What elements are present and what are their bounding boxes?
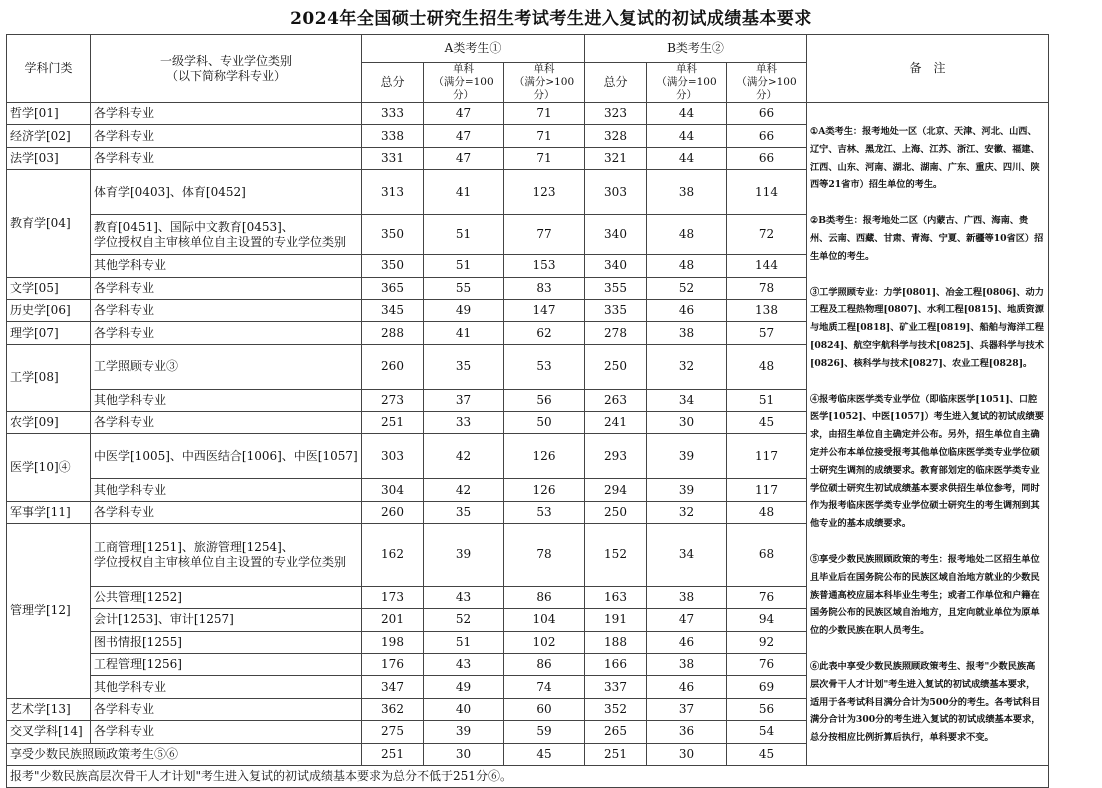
header-discipline-line1: 一级学科、专业学位类别 bbox=[159, 53, 292, 68]
score-b-single-gt100: 117 bbox=[727, 434, 807, 479]
score-a-single-gt100: 104 bbox=[504, 609, 585, 631]
single-label: 单科 bbox=[533, 63, 555, 75]
minority-score-b-single-gt100: 45 bbox=[727, 743, 807, 765]
page-title: 2024年全国硕士研究生招生考试考生进入复试的初试成绩基本要求 bbox=[290, 9, 812, 29]
score-b-single-gt100: 48 bbox=[727, 501, 807, 523]
score-b-single-100: 46 bbox=[647, 631, 727, 653]
header-b-group: B类考生② bbox=[585, 35, 807, 63]
score-a-total: 313 bbox=[362, 170, 424, 215]
discipline-text: 会计[1253]、审计[1257] bbox=[94, 612, 234, 627]
score-a-total: 288 bbox=[362, 322, 424, 344]
header-discipline bbox=[91, 35, 362, 103]
score-a-single-100: 33 bbox=[424, 412, 504, 434]
category-cell: 艺术学[13] bbox=[7, 698, 91, 720]
score-a-single-gt100: 77 bbox=[504, 215, 585, 255]
score-b-single-100: 44 bbox=[647, 147, 727, 169]
note-4: ④报考临床医学类专业学位（即临床医学[1051]、口腔医学[1052]、中医[1057]）考生进入复试的初试成绩要求，由招生单位自主确定并公布。另外，招生单位自主确定并公布本单位接受报考其他单位临床医学类专业学位硕士研究生调剂的成绩要求。教育部划定的临床医学类专业学位硕士研究生初试成绩基本要求供招生单位参考，同时作为报考临床医学类专业学位硕士研究生的考生调剂到其他专业的基本成绩要求。 bbox=[810, 393, 1044, 530]
score-b-single-100: 38 bbox=[647, 653, 727, 675]
minority-score-b-total: 251 bbox=[585, 743, 647, 765]
score-a-single-100: 42 bbox=[424, 479, 504, 501]
score-a-total: 304 bbox=[362, 479, 424, 501]
category-cell: 工学[08] bbox=[7, 344, 91, 411]
category-cell: 管理学[12] bbox=[7, 524, 91, 699]
score-b-single-100: 44 bbox=[647, 103, 727, 125]
category-cell: 哲学[01] bbox=[7, 103, 91, 125]
discipline-text: 其他学科专业 bbox=[94, 679, 167, 694]
score-b-single-100: 46 bbox=[647, 676, 727, 698]
discipline-cell bbox=[91, 103, 362, 125]
score-a-single-100: 35 bbox=[424, 344, 504, 389]
score-a-single-gt100: 102 bbox=[504, 631, 585, 653]
minority-label: 享受少数民族照顾政策考生⑤⑥ bbox=[7, 743, 362, 765]
score-b-single-gt100: 45 bbox=[727, 412, 807, 434]
score-b-single-gt100: 76 bbox=[727, 653, 807, 675]
score-b-single-gt100: 144 bbox=[727, 255, 807, 277]
score-b-single-gt100: 76 bbox=[727, 586, 807, 608]
discipline-text: 体育学[0403]、体育[0452] bbox=[94, 184, 246, 199]
score-a-single-100: 40 bbox=[424, 698, 504, 720]
minority-score-a-single-100: 30 bbox=[424, 743, 504, 765]
score-b-single-100: 37 bbox=[647, 698, 727, 720]
score-b-total: 188 bbox=[585, 631, 647, 653]
discipline-cell bbox=[91, 389, 362, 411]
score-a-single-gt100: 126 bbox=[504, 434, 585, 479]
single-fullmark: （满分=100分） bbox=[433, 76, 494, 101]
discipline-cell bbox=[91, 721, 362, 743]
header-single-100-a bbox=[424, 63, 504, 103]
discipline-cell bbox=[91, 524, 362, 587]
single-fullmark: （满分>100分） bbox=[736, 76, 797, 101]
discipline-cell bbox=[91, 344, 362, 389]
discipline-cell bbox=[91, 412, 362, 434]
discipline-cell bbox=[91, 125, 362, 147]
single-label: 单科 bbox=[453, 63, 474, 75]
score-a-single-100: 39 bbox=[424, 721, 504, 743]
score-table bbox=[6, 34, 1049, 788]
discipline-cell bbox=[91, 322, 362, 344]
score-b-single-100: 36 bbox=[647, 721, 727, 743]
score-b-total: 241 bbox=[585, 412, 647, 434]
note-3: ③工学照顾专业：力学[0801]、冶金工程[0806]、动力工程及工程热物理[0807]、水利工程[0815]、地质资源与地质工程[0818]、矿业工程[0819]、船舶与海洋工程[0824]、航空宇航科学与技术[0825]、兵器科学与技术[0826]、核科学与技术[0827]、农业工程[0828]。 bbox=[810, 286, 1044, 369]
category-cell: 文学[05] bbox=[7, 277, 91, 299]
score-b-total: 278 bbox=[585, 322, 647, 344]
score-a-single-100: 42 bbox=[424, 434, 504, 479]
score-a-total: 365 bbox=[362, 277, 424, 299]
discipline-text: 各学科专业 bbox=[94, 150, 155, 165]
discipline-text: 各学科专业 bbox=[94, 128, 155, 143]
discipline-cell bbox=[91, 698, 362, 720]
score-b-single-100: 32 bbox=[647, 501, 727, 523]
discipline-cell bbox=[91, 170, 362, 215]
category-cell: 教育学[04] bbox=[7, 170, 91, 277]
discipline-text: 教育[0451]、国际中文教育[0453]、 bbox=[94, 219, 294, 234]
score-b-single-100: 38 bbox=[647, 170, 727, 215]
single-label: 单科 bbox=[756, 63, 777, 75]
discipline-cell bbox=[91, 631, 362, 653]
score-a-total: 260 bbox=[362, 501, 424, 523]
score-b-single-100: 46 bbox=[647, 299, 727, 321]
score-a-single-100: 37 bbox=[424, 389, 504, 411]
score-a-single-gt100: 56 bbox=[504, 389, 585, 411]
score-b-total: 337 bbox=[585, 676, 647, 698]
score-a-single-gt100: 50 bbox=[504, 412, 585, 434]
minority-score-b-single-100: 30 bbox=[647, 743, 727, 765]
score-b-total: 166 bbox=[585, 653, 647, 675]
discipline-text: 各学科专业 bbox=[94, 505, 155, 519]
score-b-total: 328 bbox=[585, 125, 647, 147]
score-a-single-gt100: 53 bbox=[504, 501, 585, 523]
discipline-text-2: 学位授权自主审核单位自主设置的专业学位类别 bbox=[94, 554, 347, 569]
discipline-text-2: 学位授权自主审核单位自主设置的专业学位类别 bbox=[94, 234, 347, 249]
single-fullmark: （满分=100分） bbox=[656, 76, 717, 101]
discipline-text: 各学科专业 bbox=[94, 280, 155, 295]
score-a-total: 362 bbox=[362, 698, 424, 720]
score-b-total: 152 bbox=[585, 524, 647, 587]
score-b-single-100: 32 bbox=[647, 344, 727, 389]
table-row bbox=[7, 103, 1049, 125]
header-single-100-b bbox=[647, 63, 727, 103]
score-a-single-100: 47 bbox=[424, 147, 504, 169]
score-b-single-gt100: 66 bbox=[727, 147, 807, 169]
discipline-text: 中医学[1005]、中西医结合[1006]、中医[1057] bbox=[94, 448, 358, 463]
score-b-single-100: 52 bbox=[647, 277, 727, 299]
discipline-text: 公共管理[1252] bbox=[94, 589, 182, 604]
score-b-total: 263 bbox=[585, 389, 647, 411]
score-a-single-gt100: 153 bbox=[504, 255, 585, 277]
discipline-cell bbox=[91, 501, 362, 523]
score-a-single-100: 47 bbox=[424, 125, 504, 147]
score-a-total: 275 bbox=[362, 721, 424, 743]
score-a-total: 273 bbox=[362, 389, 424, 411]
note-2: ②B类考生：报考地处二区（内蒙古、广西、海南、贵州、云南、西藏、甘肃、青海、宁夏、新疆等10省区）招生单位的考生。 bbox=[810, 215, 1044, 262]
discipline-cell bbox=[91, 299, 362, 321]
discipline-text: 工程管理[1256] bbox=[94, 657, 182, 672]
score-a-single-gt100: 86 bbox=[504, 586, 585, 608]
score-b-total: 294 bbox=[585, 479, 647, 501]
score-a-single-gt100: 59 bbox=[504, 721, 585, 743]
score-a-single-100: 41 bbox=[424, 322, 504, 344]
score-a-single-100: 41 bbox=[424, 170, 504, 215]
header-total-b: 总分 bbox=[585, 63, 647, 103]
notes-block bbox=[807, 103, 1048, 747]
score-a-total: 350 bbox=[362, 215, 424, 255]
score-b-single-100: 48 bbox=[647, 255, 727, 277]
score-b-single-gt100: 54 bbox=[727, 721, 807, 743]
score-a-single-100: 52 bbox=[424, 609, 504, 631]
score-b-single-gt100: 51 bbox=[727, 389, 807, 411]
score-b-total: 163 bbox=[585, 586, 647, 608]
score-b-single-gt100: 117 bbox=[727, 479, 807, 501]
score-a-single-100: 47 bbox=[424, 103, 504, 125]
score-b-single-gt100: 68 bbox=[727, 524, 807, 587]
score-a-single-100: 51 bbox=[424, 255, 504, 277]
category-cell: 农学[09] bbox=[7, 412, 91, 434]
score-b-single-100: 30 bbox=[647, 412, 727, 434]
discipline-cell bbox=[91, 653, 362, 675]
score-b-total: 303 bbox=[585, 170, 647, 215]
category-cell: 医学[10]④ bbox=[7, 434, 91, 501]
score-b-single-gt100: 66 bbox=[727, 103, 807, 125]
header-remarks: 备 注 bbox=[807, 35, 1049, 103]
score-b-single-gt100: 69 bbox=[727, 676, 807, 698]
score-a-single-gt100: 53 bbox=[504, 344, 585, 389]
score-a-total: 347 bbox=[362, 676, 424, 698]
score-b-total: 355 bbox=[585, 277, 647, 299]
score-b-total: 293 bbox=[585, 434, 647, 479]
header-discipline-line2: （以下简称学科专业） bbox=[165, 68, 286, 83]
score-a-single-gt100: 71 bbox=[504, 125, 585, 147]
score-b-total: 250 bbox=[585, 501, 647, 523]
discipline-cell bbox=[91, 609, 362, 631]
score-b-single-gt100: 138 bbox=[727, 299, 807, 321]
discipline-cell bbox=[91, 434, 362, 479]
discipline-cell bbox=[91, 479, 362, 501]
minority-score-a-single-gt100: 45 bbox=[504, 743, 585, 765]
score-b-single-gt100: 78 bbox=[727, 277, 807, 299]
score-b-single-100: 47 bbox=[647, 609, 727, 631]
score-b-single-gt100: 72 bbox=[727, 215, 807, 255]
score-b-total: 250 bbox=[585, 344, 647, 389]
discipline-cell bbox=[91, 147, 362, 169]
score-a-single-gt100: 86 bbox=[504, 653, 585, 675]
score-a-total: 162 bbox=[362, 524, 424, 587]
score-a-single-gt100: 126 bbox=[504, 479, 585, 501]
score-b-single-100: 34 bbox=[647, 524, 727, 587]
discipline-cell bbox=[91, 277, 362, 299]
score-a-single-gt100: 78 bbox=[504, 524, 585, 587]
score-b-total: 265 bbox=[585, 721, 647, 743]
header-a-group: A类考生① bbox=[362, 35, 585, 63]
footer-note: 报考"少数民族高层次骨干人才计划"考生进入复试的初试成绩基本要求为总分不低于251分⑥。 bbox=[7, 765, 1049, 787]
category-cell: 理学[07] bbox=[7, 322, 91, 344]
minority-score-a-total: 251 bbox=[362, 743, 424, 765]
score-a-total: 260 bbox=[362, 344, 424, 389]
score-b-single-100: 38 bbox=[647, 586, 727, 608]
note-6: ⑥此表中享受少数民族照顾政策考生、报考"少数民族高层次骨干人才计划"考生进入复试的初试成绩基本要求，适用于各考试科目满分合计为500分的考生。各考试科目满分合计为300分的考生进入复试的初试成绩基本要求，总分按相应比例折算后执行，单科要求不变。 bbox=[810, 660, 1041, 744]
discipline-text: 各学科专业 bbox=[94, 415, 155, 430]
score-a-total: 201 bbox=[362, 609, 424, 631]
header-category: 学科门类 bbox=[7, 35, 91, 103]
score-a-total: 251 bbox=[362, 412, 424, 434]
score-b-single-100: 44 bbox=[647, 125, 727, 147]
score-b-single-gt100: 57 bbox=[727, 322, 807, 344]
score-a-single-gt100: 74 bbox=[504, 676, 585, 698]
score-a-single-100: 35 bbox=[424, 501, 504, 523]
score-a-single-100: 55 bbox=[424, 277, 504, 299]
header-single-gt100-b bbox=[727, 63, 807, 103]
score-b-single-gt100: 66 bbox=[727, 125, 807, 147]
score-a-single-100: 51 bbox=[424, 631, 504, 653]
discipline-text: 各学科专业 bbox=[94, 325, 155, 340]
score-a-single-gt100: 62 bbox=[504, 322, 585, 344]
score-a-total: 303 bbox=[362, 434, 424, 479]
score-a-single-100: 51 bbox=[424, 215, 504, 255]
category-cell: 交叉学科[14] bbox=[7, 721, 91, 743]
score-a-single-100: 49 bbox=[424, 299, 504, 321]
discipline-text: 工商管理[1251]、旅游管理[1254]、 bbox=[94, 539, 294, 554]
discipline-text: 工学照顾专业③ bbox=[94, 359, 179, 374]
score-a-total: 350 bbox=[362, 255, 424, 277]
discipline-text: 其他学科专业 bbox=[94, 258, 167, 273]
discipline-cell bbox=[91, 676, 362, 698]
score-b-total: 340 bbox=[585, 215, 647, 255]
discipline-text: 各学科专业 bbox=[94, 106, 155, 121]
score-a-single-100: 49 bbox=[424, 676, 504, 698]
score-a-total: 176 bbox=[362, 653, 424, 675]
header-single-gt100-a bbox=[504, 63, 585, 103]
score-b-single-gt100: 92 bbox=[727, 631, 807, 653]
note-1: ①A类考生：报考地处一区（北京、天津、河北、山西、辽宁、吉林、黑龙江、上海、江苏、浙江、安徽、福建、江西、山东、河南、湖北、湖南、广东、重庆、四川、陕西等21省市）招生单位的考生。 bbox=[810, 126, 1040, 191]
category-cell: 历史学[06] bbox=[7, 299, 91, 321]
score-a-single-100: 43 bbox=[424, 653, 504, 675]
score-b-total: 321 bbox=[585, 147, 647, 169]
score-b-total: 352 bbox=[585, 698, 647, 720]
discipline-cell bbox=[91, 255, 362, 277]
score-a-single-gt100: 71 bbox=[504, 147, 585, 169]
discipline-text: 其他学科专业 bbox=[94, 482, 167, 497]
score-b-total: 191 bbox=[585, 609, 647, 631]
score-b-single-100: 38 bbox=[647, 322, 727, 344]
score-a-single-gt100: 71 bbox=[504, 103, 585, 125]
score-b-single-100: 48 bbox=[647, 215, 727, 255]
score-a-single-gt100: 123 bbox=[504, 170, 585, 215]
note-5: ⑤享受少数民族照顾政策的考生：报考地处二区招生单位且毕业后在国务院公布的民族区域自治地方就业的少数民族普通高校应届本科毕业生考生；或者工作单位和户籍在国务院公布的民族区域自治地方，且定向就业单位为原单位的少数民族在职人员考生。 bbox=[810, 553, 1040, 637]
score-a-total: 338 bbox=[362, 125, 424, 147]
discipline-text: 各学科专业 bbox=[94, 701, 155, 716]
score-b-single-100: 34 bbox=[647, 389, 727, 411]
score-b-total: 323 bbox=[585, 103, 647, 125]
score-a-single-100: 43 bbox=[424, 586, 504, 608]
score-b-single-gt100: 48 bbox=[727, 344, 807, 389]
score-a-single-gt100: 147 bbox=[504, 299, 585, 321]
score-a-total: 331 bbox=[362, 147, 424, 169]
score-a-single-gt100: 83 bbox=[504, 277, 585, 299]
score-a-single-100: 39 bbox=[424, 524, 504, 587]
score-b-single-gt100: 56 bbox=[727, 698, 807, 720]
score-b-single-gt100: 94 bbox=[727, 609, 807, 631]
discipline-cell bbox=[91, 215, 362, 255]
remarks-notes bbox=[807, 103, 1049, 766]
category-cell: 军事学[11] bbox=[7, 501, 91, 523]
category-cell: 法学[03] bbox=[7, 147, 91, 169]
score-b-single-gt100: 114 bbox=[727, 170, 807, 215]
score-b-single-100: 39 bbox=[647, 434, 727, 479]
single-label: 单科 bbox=[676, 63, 697, 75]
discipline-text: 各学科专业 bbox=[94, 724, 155, 739]
single-fullmark: （满分>100分） bbox=[513, 76, 575, 101]
score-b-single-100: 39 bbox=[647, 479, 727, 501]
score-a-total: 345 bbox=[362, 299, 424, 321]
discipline-text: 其他学科专业 bbox=[94, 392, 167, 407]
score-a-single-gt100: 60 bbox=[504, 698, 585, 720]
category-cell: 经济学[02] bbox=[7, 125, 91, 147]
discipline-text: 各学科专业 bbox=[94, 303, 155, 318]
discipline-text: 图书情报[1255] bbox=[94, 634, 182, 649]
score-b-total: 335 bbox=[585, 299, 647, 321]
score-b-total: 340 bbox=[585, 255, 647, 277]
score-a-total: 198 bbox=[362, 631, 424, 653]
header-total-a: 总分 bbox=[362, 63, 424, 103]
score-a-total: 173 bbox=[362, 586, 424, 608]
discipline-cell bbox=[91, 586, 362, 608]
score-a-total: 333 bbox=[362, 103, 424, 125]
